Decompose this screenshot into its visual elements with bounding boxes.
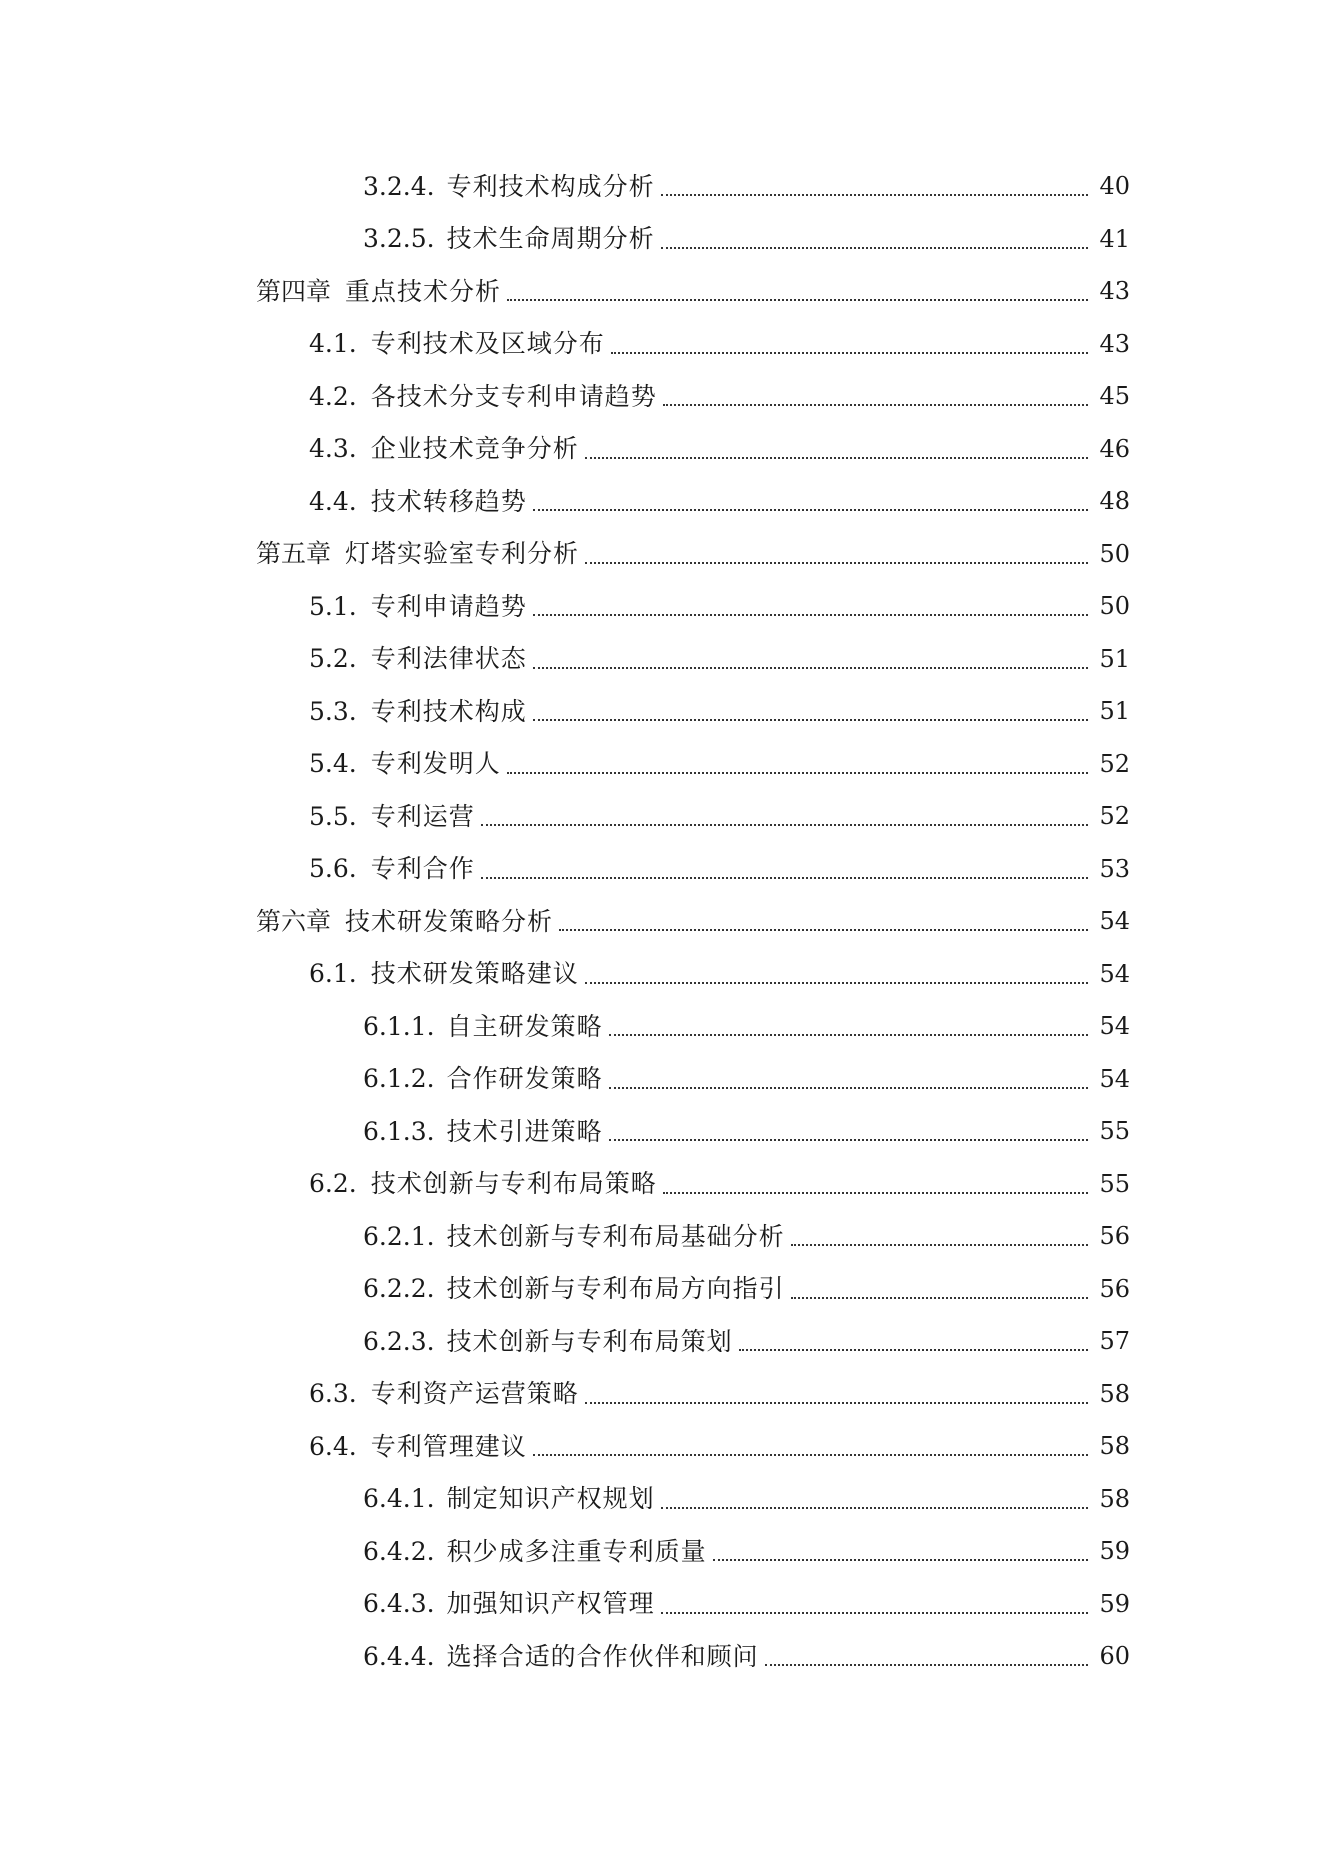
toc-entry-page-number: 54 bbox=[1099, 907, 1130, 936]
toc-entry[interactable] bbox=[0, 1000, 1323, 1053]
toc-entry-title: 自主研发策略 bbox=[446, 1011, 603, 1041]
toc-dot-leader bbox=[533, 1454, 1088, 1456]
toc-entry-number: 6.3. bbox=[309, 1379, 357, 1409]
toc-entry[interactable] bbox=[0, 528, 1323, 581]
toc-entry-number: 6.4. bbox=[309, 1431, 357, 1461]
toc-entry-number: 6.1.2. bbox=[363, 1064, 435, 1094]
toc-entry-page-number: 40 bbox=[1099, 172, 1130, 201]
toc-entry-title: 技术研发策略建议 bbox=[370, 959, 579, 989]
toc-entry-page-number: 58 bbox=[1099, 1379, 1130, 1408]
toc-entry-number: 第四章 bbox=[256, 276, 332, 306]
toc-entry-number: 6.4.1. bbox=[363, 1484, 435, 1514]
toc-entry-title: 技术研发策略分析 bbox=[345, 906, 554, 936]
toc-entry-title: 技术创新与专利布局策略 bbox=[370, 1169, 657, 1199]
toc-entry-title: 专利技术构成 bbox=[370, 696, 527, 726]
toc-dot-leader bbox=[739, 1349, 1088, 1351]
toc-dot-leader bbox=[481, 824, 1088, 826]
toc-entry-title: 专利申请趋势 bbox=[370, 591, 527, 621]
toc-entry-title: 企业技术竞争分析 bbox=[370, 434, 579, 464]
toc-entry-number: 6.4.2. bbox=[363, 1536, 435, 1566]
toc-dot-leader bbox=[585, 1402, 1088, 1404]
toc-entry-page-number: 58 bbox=[1099, 1432, 1130, 1461]
toc-entry-page-number: 48 bbox=[1099, 487, 1130, 516]
toc-entry-number: 4.3. bbox=[309, 434, 357, 464]
toc-entry-page-number: 43 bbox=[1099, 329, 1130, 358]
toc-entry-page-number: 46 bbox=[1099, 434, 1130, 463]
toc-entry-number: 6.2.2. bbox=[363, 1274, 435, 1304]
toc-entry-number: 5.1. bbox=[309, 591, 357, 621]
toc-entry[interactable] bbox=[0, 948, 1323, 1001]
toc-entry-page-number: 56 bbox=[1099, 1222, 1130, 1251]
toc-entry[interactable] bbox=[0, 1105, 1323, 1158]
toc-entry-number: 5.3. bbox=[309, 696, 357, 726]
toc-dot-leader bbox=[661, 1612, 1088, 1614]
toc-entry-title: 重点技术分析 bbox=[345, 276, 502, 306]
toc-dot-leader bbox=[533, 719, 1088, 721]
toc-entry-page-number: 59 bbox=[1099, 1537, 1130, 1566]
toc-entry-title: 积少成多注重专利质量 bbox=[446, 1536, 707, 1566]
toc-entry-number: 5.2. bbox=[309, 644, 357, 674]
toc-entry[interactable] bbox=[0, 1368, 1323, 1421]
toc-entry-title: 专利技术及区域分布 bbox=[370, 329, 605, 359]
toc-entry[interactable] bbox=[0, 633, 1323, 686]
toc-entry-number: 6.2.3. bbox=[363, 1326, 435, 1356]
toc-entry-number: 6.2. bbox=[309, 1169, 357, 1199]
toc-dot-leader bbox=[663, 404, 1088, 406]
toc-dot-leader bbox=[533, 667, 1088, 669]
table-of-contents bbox=[0, 160, 1323, 1683]
toc-entry-page-number: 56 bbox=[1099, 1274, 1130, 1303]
toc-entry-page-number: 54 bbox=[1099, 1064, 1130, 1093]
toc-entry-page-number: 59 bbox=[1099, 1589, 1130, 1618]
toc-dot-leader bbox=[609, 1139, 1088, 1141]
toc-dot-leader bbox=[791, 1244, 1088, 1246]
toc-dot-leader bbox=[585, 562, 1088, 564]
toc-entry-title: 技术生命周期分析 bbox=[446, 224, 655, 254]
toc-entry-title: 制定知识产权规划 bbox=[446, 1484, 655, 1514]
toc-entry-number: 4.4. bbox=[309, 486, 357, 516]
toc-entry-title: 技术引进策略 bbox=[446, 1116, 603, 1146]
toc-entry-number: 5.5. bbox=[309, 801, 357, 831]
toc-dot-leader bbox=[609, 1087, 1088, 1089]
toc-entry[interactable] bbox=[0, 1420, 1323, 1473]
toc-entry-page-number: 60 bbox=[1099, 1642, 1130, 1671]
toc-entry-title: 加强知识产权管理 bbox=[446, 1589, 655, 1619]
toc-dot-leader bbox=[791, 1297, 1088, 1299]
toc-entry-title: 各技术分支专利申请趋势 bbox=[370, 381, 657, 411]
toc-entry-title: 技术创新与专利布局方向指引 bbox=[446, 1274, 785, 1304]
toc-entry[interactable] bbox=[0, 580, 1323, 633]
toc-entry[interactable] bbox=[0, 1210, 1323, 1263]
toc-entry[interactable] bbox=[0, 370, 1323, 423]
toc-entry-page-number: 58 bbox=[1099, 1484, 1130, 1513]
toc-entry[interactable] bbox=[0, 1473, 1323, 1526]
toc-entry-page-number: 57 bbox=[1099, 1327, 1130, 1356]
toc-entry-page-number: 55 bbox=[1099, 1169, 1130, 1198]
toc-entry-number: 第六章 bbox=[256, 906, 332, 936]
toc-dot-leader bbox=[661, 1507, 1088, 1509]
toc-entry-title: 专利合作 bbox=[370, 854, 475, 884]
toc-entry-title: 专利法律状态 bbox=[370, 644, 527, 674]
toc-entry-number: 6.2.1. bbox=[363, 1221, 435, 1251]
toc-entry-title: 专利资产运营策略 bbox=[370, 1379, 579, 1409]
toc-entry[interactable] bbox=[0, 895, 1323, 948]
toc-entry-title: 技术创新与专利布局基础分析 bbox=[446, 1221, 785, 1251]
toc-dot-leader bbox=[611, 352, 1088, 354]
toc-dot-leader bbox=[765, 1664, 1088, 1666]
toc-entry-title: 灯塔实验室专利分析 bbox=[345, 539, 580, 569]
toc-entry[interactable] bbox=[0, 475, 1323, 528]
toc-dot-leader bbox=[661, 247, 1088, 249]
toc-entry-number: 第五章 bbox=[256, 539, 332, 569]
toc-entry[interactable] bbox=[0, 790, 1323, 843]
toc-entry-number: 6.1.1. bbox=[363, 1011, 435, 1041]
toc-entry-number: 5.4. bbox=[309, 749, 357, 779]
toc-entry-title: 专利发明人 bbox=[370, 749, 501, 779]
toc-entry[interactable] bbox=[0, 265, 1323, 318]
toc-entry[interactable] bbox=[0, 843, 1323, 896]
toc-dot-leader bbox=[585, 982, 1088, 984]
toc-entry[interactable] bbox=[0, 423, 1323, 476]
toc-entry[interactable] bbox=[0, 1525, 1323, 1578]
toc-entry-title: 技术转移趋势 bbox=[370, 486, 527, 516]
toc-dot-leader bbox=[533, 509, 1088, 511]
toc-entry-title: 专利技术构成分析 bbox=[446, 171, 655, 201]
toc-entry-page-number: 52 bbox=[1099, 802, 1130, 831]
toc-entry-page-number: 50 bbox=[1099, 592, 1130, 621]
toc-entry-number: 6.1.3. bbox=[363, 1116, 435, 1146]
toc-entry[interactable] bbox=[0, 1630, 1323, 1683]
toc-entry-page-number: 51 bbox=[1099, 697, 1130, 726]
toc-entry-page-number: 55 bbox=[1099, 1117, 1130, 1146]
toc-dot-leader bbox=[609, 1034, 1088, 1036]
toc-entry-page-number: 54 bbox=[1099, 1012, 1130, 1041]
toc-entry-number: 3.2.4. bbox=[363, 171, 435, 201]
toc-dot-leader bbox=[507, 772, 1088, 774]
toc-entry-number: 6.4.3. bbox=[363, 1589, 435, 1619]
toc-entry-page-number: 51 bbox=[1099, 644, 1130, 673]
toc-entry[interactable] bbox=[0, 1053, 1323, 1106]
toc-dot-leader bbox=[663, 1192, 1088, 1194]
toc-entry[interactable] bbox=[0, 318, 1323, 371]
toc-entry-page-number: 53 bbox=[1099, 854, 1130, 883]
toc-entry-number: 3.2.5. bbox=[363, 224, 435, 254]
toc-entry-page-number: 50 bbox=[1099, 539, 1130, 568]
toc-dot-leader bbox=[713, 1559, 1088, 1561]
toc-entry[interactable] bbox=[0, 1263, 1323, 1316]
toc-entry-page-number: 45 bbox=[1099, 382, 1130, 411]
toc-entry-number: 4.2. bbox=[309, 381, 357, 411]
toc-entry[interactable] bbox=[0, 1158, 1323, 1211]
toc-entry-page-number: 41 bbox=[1099, 224, 1130, 253]
toc-dot-leader bbox=[559, 929, 1088, 931]
toc-entry-page-number: 54 bbox=[1099, 959, 1130, 988]
toc-entry-page-number: 43 bbox=[1099, 277, 1130, 306]
toc-entry[interactable] bbox=[0, 738, 1323, 791]
toc-entry[interactable] bbox=[0, 160, 1323, 213]
toc-entry-number: 5.6. bbox=[309, 854, 357, 884]
toc-dot-leader bbox=[585, 457, 1088, 459]
toc-entry[interactable] bbox=[0, 1315, 1323, 1368]
toc-dot-leader bbox=[533, 614, 1088, 616]
toc-dot-leader bbox=[507, 299, 1088, 301]
toc-entry-number: 4.1. bbox=[309, 329, 357, 359]
toc-dot-leader bbox=[481, 877, 1088, 879]
toc-entry-title: 选择合适的合作伙伴和顾问 bbox=[446, 1641, 759, 1671]
toc-dot-leader bbox=[661, 194, 1088, 196]
toc-entry[interactable] bbox=[0, 1578, 1323, 1631]
toc-entry-title: 合作研发策略 bbox=[446, 1064, 603, 1094]
toc-entry-title: 技术创新与专利布局策划 bbox=[446, 1326, 733, 1356]
toc-entry-page-number: 52 bbox=[1099, 749, 1130, 778]
toc-entry-number: 6.4.4. bbox=[363, 1641, 435, 1671]
toc-entry-title: 专利管理建议 bbox=[370, 1431, 527, 1461]
toc-entry[interactable] bbox=[0, 213, 1323, 266]
toc-entry-number: 6.1. bbox=[309, 959, 357, 989]
toc-entry[interactable] bbox=[0, 685, 1323, 738]
toc-entry-title: 专利运营 bbox=[370, 801, 475, 831]
